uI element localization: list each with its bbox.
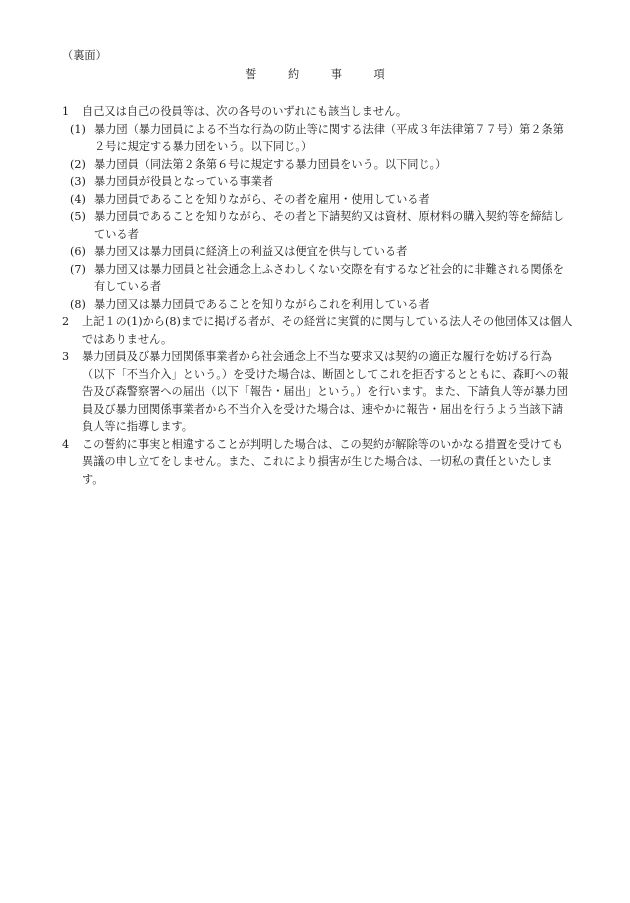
item-text: 暴力団員が役員となっている事業者 — [94, 175, 274, 188]
section-text: 自己又は自己の役員等は、次の各号のいずれにも該当しません。 — [82, 105, 408, 118]
item-number: (3) — [70, 175, 86, 188]
section-3 — [62, 348, 574, 436]
item-text: 暴力団員であることを知りながら、その者と下請契約又は資材、原材料の購入契約等を締結している者 — [94, 210, 564, 241]
section-number: 3 — [62, 350, 70, 363]
item-number: (7) — [70, 262, 86, 276]
section-4 — [62, 436, 574, 489]
pledge-body — [62, 103, 574, 488]
section-number: 4 — [62, 437, 70, 451]
section-1 — [62, 103, 574, 121]
section-text: この誓約に事実と相違することが判明した場合は、この契約が解除等のいかなる措置を受けても異議の申し立てをしません。また、これにより損害が生じた場合は、一切私の責任といたします。 — [82, 437, 564, 486]
list-item — [62, 208, 574, 243]
item-text: 暴力団（暴力団員による不当な行為の防止等に関する法律（平成３年法律第７７号）第２条第２号に規定する暴力団をいう。以下同じ。） — [94, 122, 564, 153]
item-number: (4) — [70, 192, 86, 206]
item-text: 暴力団員（同法第２条第６号に規定する暴力団員をいう。以下同じ。） — [94, 157, 447, 171]
item-number: (6) — [70, 245, 86, 258]
item-text: 暴力団員であることを知りながら、その者を雇用・使用している者 — [94, 192, 430, 206]
list-item — [62, 243, 574, 261]
section-text: 暴力団員及び暴力団関係事業者から社会通念上不当な要求又は契約の適正な履行を妨げる行為（以下「不当介入」という。）を受けた場合は、断固としてこれを拒否するとともに、森町への報告及び森警察署への届出（以下「報告・届出」という。）を行います。また、下請負人等が暴力団員及び暴力団関係事業者から不当介入を受けた場合は、速やかに報告・届出を行うよう当該下請負人等に指導します。 — [82, 350, 569, 433]
item-text: 暴力団又は暴力団員に経済上の利益又は便宜を供与している者 — [94, 245, 408, 258]
item-text: 暴力団又は暴力団員であることを知りながらこれを利用している者 — [94, 297, 430, 311]
section-2 — [62, 313, 574, 348]
item-text: 暴力団又は暴力団員と社会通念上ふさわしくない交際を有するなど社会的に非難される関係を有している者 — [94, 262, 564, 293]
list-item — [62, 261, 574, 296]
item-number: (2) — [70, 157, 86, 171]
item-number: (1) — [70, 122, 86, 136]
section-number: 2 — [62, 315, 70, 328]
reverse-side-label: （裏面） — [62, 49, 107, 62]
list-item — [62, 121, 574, 156]
document-title: 誓 約 事 項 — [245, 68, 399, 81]
section-text: 上記１の(1)から(8)までに掲げる者が、その経営に実質的に関与している法人その他団体又は個人ではありません。 — [82, 315, 573, 346]
item-number: (5) — [70, 210, 86, 223]
section-number: 1 — [62, 105, 70, 118]
list-item — [62, 296, 574, 314]
list-item — [62, 156, 574, 174]
list-item — [62, 173, 574, 191]
item-number: (8) — [70, 297, 86, 311]
list-item — [62, 191, 574, 209]
